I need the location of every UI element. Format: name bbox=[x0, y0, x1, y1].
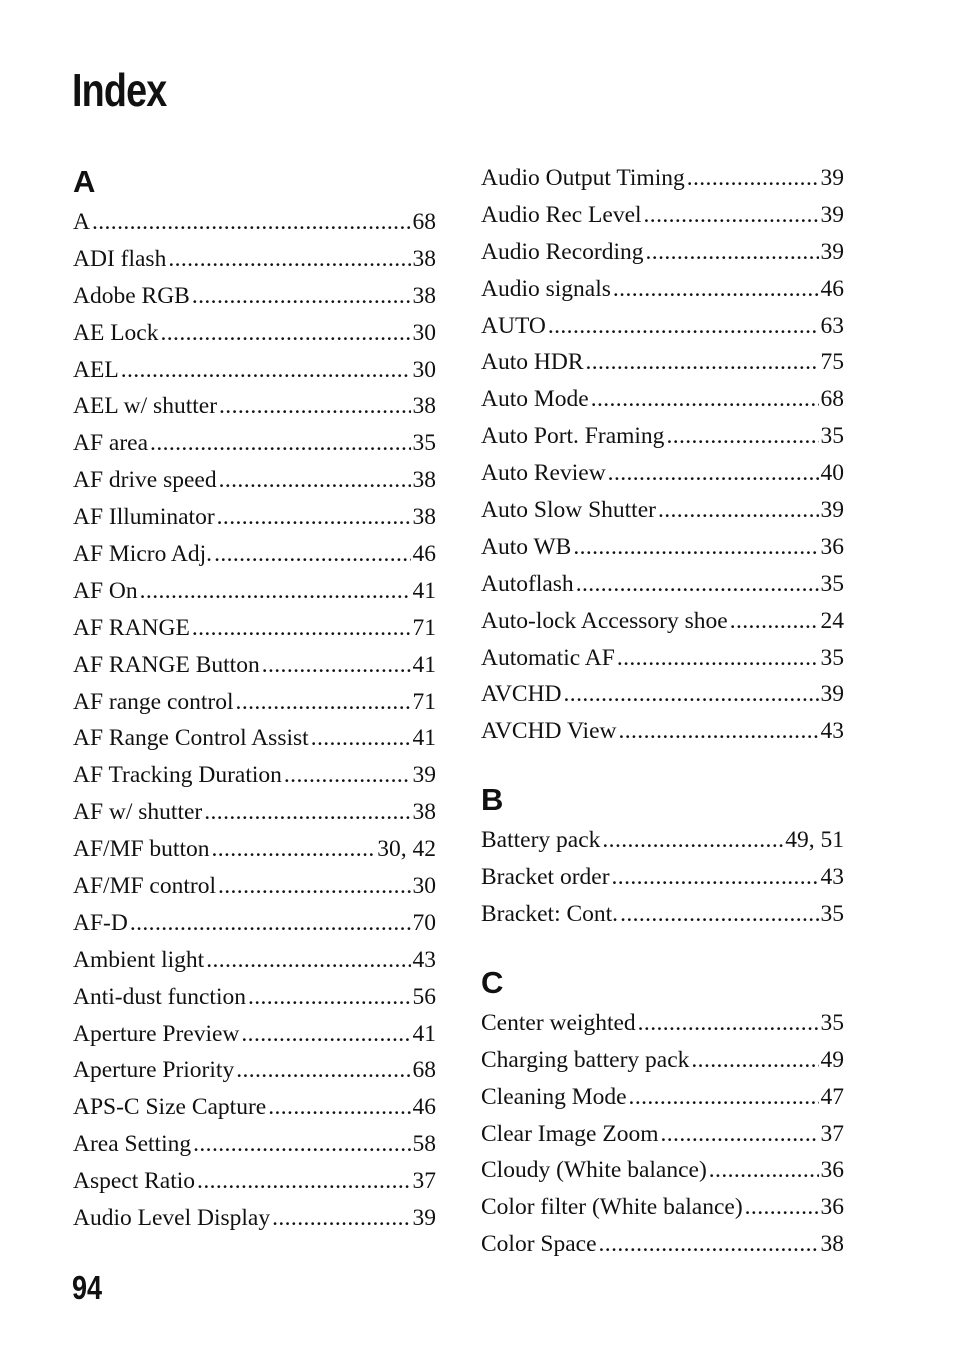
index-page-ref: 39 bbox=[820, 681, 844, 708]
dot-leader bbox=[197, 1163, 410, 1200]
index-entry bbox=[481, 344, 844, 381]
index-entry bbox=[73, 720, 436, 757]
index-term: Autoflash bbox=[481, 570, 574, 597]
index-page-ref: 30 bbox=[412, 873, 436, 900]
dot-leader bbox=[666, 418, 818, 455]
index-term: Ambient light bbox=[73, 946, 205, 973]
index-term: Audio Level Display bbox=[73, 1205, 271, 1232]
index-entry bbox=[73, 647, 436, 684]
index-entry bbox=[481, 1079, 844, 1116]
index-page-ref: 43 bbox=[820, 864, 844, 891]
index-page-ref: 38 bbox=[412, 393, 436, 420]
index-term: AF area bbox=[73, 430, 149, 457]
index-term: Audio signals bbox=[481, 275, 611, 302]
index-term: Auto Port. Framing bbox=[481, 423, 665, 450]
index-entry bbox=[481, 1152, 844, 1189]
index-entry bbox=[481, 1005, 844, 1042]
index-page-ref: 68 bbox=[412, 1057, 436, 1084]
index-entry bbox=[73, 1016, 436, 1053]
index-term: Area Setting bbox=[73, 1131, 192, 1158]
index-term: AF Micro Adj. bbox=[73, 541, 213, 568]
index-page-ref: 36 bbox=[820, 533, 844, 560]
dot-leader bbox=[236, 684, 411, 721]
index-term: Auto Mode bbox=[481, 386, 589, 413]
index-page-ref: 36 bbox=[820, 1157, 844, 1184]
index-entry bbox=[481, 529, 844, 566]
index-page-ref: 70 bbox=[412, 909, 436, 936]
index-entry bbox=[481, 308, 844, 345]
index-term: A bbox=[73, 209, 90, 235]
index-entry bbox=[73, 204, 436, 241]
index-page-ref: 30 bbox=[412, 356, 436, 383]
index-entry bbox=[481, 1116, 844, 1153]
index-term: Aperture Priority bbox=[73, 1057, 235, 1084]
index-term: AF RANGE bbox=[73, 614, 190, 641]
index-page-ref: 43 bbox=[820, 718, 844, 745]
index-term: AVCHD bbox=[481, 681, 562, 708]
index-page-ref: 47 bbox=[820, 1083, 844, 1110]
index-term: AF/MF button bbox=[73, 836, 210, 863]
index-page-ref: 46 bbox=[412, 1094, 436, 1121]
index-page-ref: 35 bbox=[820, 423, 844, 450]
dot-leader bbox=[262, 647, 411, 684]
index-term: Auto Slow Shutter bbox=[481, 497, 656, 524]
index-page-ref: 35 bbox=[820, 901, 844, 928]
section-letter-c: C bbox=[481, 964, 504, 1000]
index-entry bbox=[73, 315, 436, 352]
dot-leader bbox=[268, 1089, 410, 1126]
dot-leader bbox=[612, 859, 819, 896]
index-page-ref: 75 bbox=[820, 349, 844, 376]
index-term: Clear Image Zoom bbox=[481, 1120, 659, 1147]
section-spacer bbox=[481, 933, 844, 961]
index-entry bbox=[73, 610, 436, 647]
section-letter-a: A bbox=[73, 164, 96, 199]
index-term: AVCHD View bbox=[481, 718, 617, 745]
page-title: Index bbox=[72, 64, 167, 116]
index-entry bbox=[73, 1089, 436, 1126]
index-term: AE Lock bbox=[73, 319, 159, 346]
index-list-b bbox=[481, 822, 844, 933]
index-entry bbox=[481, 822, 844, 859]
index-page-ref: 35 bbox=[412, 430, 436, 457]
index-entry bbox=[73, 462, 436, 499]
dot-leader bbox=[599, 1226, 819, 1263]
index-term: AF-D bbox=[73, 909, 128, 936]
index-page-ref: 37 bbox=[820, 1120, 844, 1147]
dot-leader bbox=[661, 1116, 819, 1153]
index-entry bbox=[481, 1042, 844, 1079]
index-entry bbox=[73, 352, 436, 389]
dot-leader bbox=[638, 1005, 819, 1042]
index-list-a-continued bbox=[481, 160, 844, 750]
dot-leader bbox=[564, 676, 819, 713]
index-term: Auto-lock Accessory shoe bbox=[481, 607, 728, 634]
index-term: AUTO bbox=[481, 312, 546, 339]
index-entry bbox=[481, 455, 844, 492]
index-entry bbox=[481, 271, 844, 308]
index-page-ref: 58 bbox=[412, 1131, 436, 1158]
dot-leader bbox=[573, 529, 818, 566]
index-term: AF On bbox=[73, 577, 138, 604]
index-page-ref: 71 bbox=[412, 614, 436, 641]
dot-leader bbox=[272, 1200, 410, 1237]
dot-leader bbox=[204, 794, 410, 831]
dot-leader bbox=[192, 610, 411, 647]
dot-leader bbox=[211, 831, 375, 868]
index-term: AEL w/ shutter bbox=[73, 393, 218, 420]
index-page-ref: 39 bbox=[820, 201, 844, 228]
index-page-ref: 68 bbox=[820, 386, 844, 413]
dot-leader bbox=[168, 241, 410, 278]
index-term: AF Range Control Assist bbox=[73, 725, 309, 752]
index-term: Automatic AF bbox=[481, 644, 615, 671]
section-spacer bbox=[481, 750, 844, 778]
index-entry bbox=[481, 676, 844, 713]
index-term: Audio Rec Level bbox=[481, 201, 642, 228]
index-page-ref: 35 bbox=[820, 570, 844, 597]
index-entry bbox=[481, 859, 844, 896]
index-page-ref: 30, 42 bbox=[377, 836, 436, 863]
index-term: Aspect Ratio bbox=[73, 1168, 196, 1195]
index-term: AF Illuminator bbox=[73, 504, 215, 531]
dot-leader bbox=[150, 425, 410, 462]
index-term: AF/MF control bbox=[73, 873, 216, 900]
index-page-ref: 56 bbox=[412, 983, 436, 1010]
index-page-ref: 38 bbox=[412, 245, 436, 272]
index-entry bbox=[481, 1226, 844, 1263]
index-entry bbox=[73, 241, 436, 278]
index-entry bbox=[73, 868, 436, 905]
dot-leader bbox=[687, 160, 819, 197]
section-letter-b: B bbox=[481, 782, 504, 818]
index-term: Aperture Preview bbox=[73, 1020, 240, 1047]
index-page-ref: 35 bbox=[820, 644, 844, 671]
dot-leader bbox=[192, 278, 411, 315]
index-page-ref: 24 bbox=[820, 607, 844, 634]
dot-leader bbox=[92, 204, 411, 241]
index-list-c bbox=[481, 1005, 844, 1263]
index-term: AF Tracking Duration bbox=[73, 762, 282, 789]
index-entry bbox=[73, 942, 436, 979]
index-entry bbox=[73, 979, 436, 1016]
index-term: Center weighted bbox=[481, 1009, 636, 1036]
dot-leader bbox=[618, 713, 818, 750]
index-page-ref: 35 bbox=[820, 1009, 844, 1036]
index-column-left bbox=[73, 160, 436, 1237]
index-page-ref: 38 bbox=[412, 799, 436, 826]
index-column-right bbox=[481, 160, 844, 1263]
index-page-ref: 49 bbox=[820, 1046, 844, 1073]
dot-leader bbox=[217, 499, 411, 536]
index-entry bbox=[73, 278, 436, 315]
index-page-ref: 39 bbox=[820, 165, 844, 191]
dot-leader bbox=[161, 315, 411, 352]
index-entry bbox=[481, 418, 844, 455]
index-page-ref: 68 bbox=[412, 209, 436, 235]
dot-leader bbox=[236, 1052, 410, 1089]
dot-leader bbox=[576, 566, 819, 603]
index-entry bbox=[481, 381, 844, 418]
index-term: Charging battery pack bbox=[481, 1046, 690, 1073]
index-entry bbox=[73, 831, 436, 868]
index-entry bbox=[481, 160, 844, 197]
dot-leader bbox=[140, 573, 411, 610]
index-page-ref: 43 bbox=[412, 946, 436, 973]
index-entry bbox=[73, 499, 436, 536]
dot-leader bbox=[248, 979, 411, 1016]
dot-leader bbox=[193, 1126, 410, 1163]
index-entry bbox=[481, 603, 844, 640]
dot-leader bbox=[730, 603, 819, 640]
index-entry bbox=[73, 1052, 436, 1089]
index-term: AF w/ shutter bbox=[73, 799, 203, 826]
index-page-ref: 41 bbox=[412, 577, 436, 604]
index-entry bbox=[73, 425, 436, 462]
dot-leader bbox=[617, 640, 819, 677]
index-term: Audio Recording bbox=[481, 238, 644, 265]
dot-leader bbox=[219, 388, 410, 425]
dot-leader bbox=[620, 896, 818, 933]
index-entry bbox=[481, 197, 844, 234]
index-term: Bracket order bbox=[481, 864, 610, 891]
dot-leader bbox=[121, 352, 411, 389]
dot-leader bbox=[206, 942, 410, 979]
index-page-ref: 38 bbox=[412, 467, 436, 494]
index-term: Anti-dust function bbox=[73, 983, 246, 1010]
index-page-ref: 38 bbox=[412, 504, 436, 531]
index-term: ADI flash bbox=[73, 245, 167, 272]
index-list-a bbox=[73, 204, 436, 1237]
index-term: Cleaning Mode bbox=[481, 1083, 627, 1110]
index-entry bbox=[73, 573, 436, 610]
index-entry bbox=[481, 1189, 844, 1226]
index-entry bbox=[73, 684, 436, 721]
page-number: 94 bbox=[72, 1269, 103, 1306]
dot-leader bbox=[709, 1152, 819, 1189]
index-page-ref: 39 bbox=[412, 1205, 436, 1232]
index-entry bbox=[481, 492, 844, 529]
index-page-ref: 46 bbox=[820, 275, 844, 302]
dot-leader bbox=[591, 381, 819, 418]
index-page-ref: 46 bbox=[412, 541, 436, 568]
index-entry bbox=[73, 1200, 436, 1237]
dot-leader bbox=[646, 234, 819, 271]
index-term: AF drive speed bbox=[73, 467, 217, 494]
index-entry bbox=[73, 794, 436, 831]
index-entry bbox=[73, 905, 436, 942]
index-term: Color Space bbox=[481, 1231, 597, 1258]
dot-leader bbox=[130, 905, 411, 942]
index-page-ref: 39 bbox=[820, 497, 844, 524]
index-page-ref: 41 bbox=[412, 725, 436, 752]
index-page-ref: 41 bbox=[412, 651, 436, 678]
dot-leader bbox=[548, 308, 819, 345]
index-term: Battery pack bbox=[481, 827, 601, 854]
index-term: Cloudy (White balance) bbox=[481, 1157, 707, 1184]
index-term: Auto WB bbox=[481, 533, 572, 560]
index-entry bbox=[73, 757, 436, 794]
index-term: Audio Output Timing bbox=[481, 165, 685, 191]
dot-leader bbox=[241, 1016, 410, 1053]
index-entry bbox=[73, 1126, 436, 1163]
index-entry bbox=[481, 234, 844, 271]
index-page-ref: 40 bbox=[820, 460, 844, 487]
index-page-ref: 38 bbox=[412, 282, 436, 309]
index-page-ref: 30 bbox=[412, 319, 436, 346]
dot-leader bbox=[311, 720, 411, 757]
index-entry bbox=[73, 388, 436, 425]
dot-leader bbox=[745, 1189, 819, 1226]
index-entry bbox=[481, 566, 844, 603]
index-term: AF range control bbox=[73, 688, 234, 715]
index-term: AEL bbox=[73, 356, 119, 383]
index-entry bbox=[73, 536, 436, 573]
index-page-ref: 38 bbox=[820, 1231, 844, 1258]
index-entry bbox=[73, 1163, 436, 1200]
index-entry bbox=[481, 896, 844, 933]
dot-leader bbox=[284, 757, 411, 794]
index-page-ref: 39 bbox=[412, 762, 436, 789]
index-term: Auto Review bbox=[481, 460, 606, 487]
dot-leader bbox=[629, 1079, 819, 1116]
index-entry bbox=[481, 713, 844, 750]
index-term: Color filter (White balance) bbox=[481, 1194, 743, 1221]
dot-leader bbox=[602, 822, 783, 859]
dot-leader bbox=[658, 492, 819, 529]
dot-leader bbox=[613, 271, 819, 308]
index-page-ref: 39 bbox=[820, 238, 844, 265]
index-page-ref: 49, 51 bbox=[785, 827, 844, 854]
index-term: Adobe RGB bbox=[73, 282, 190, 309]
index-term: APS-C Size Capture bbox=[73, 1094, 267, 1121]
dot-leader bbox=[644, 197, 819, 234]
dot-leader bbox=[586, 344, 819, 381]
index-entry bbox=[481, 640, 844, 677]
index-term: Bracket: Cont. bbox=[481, 901, 619, 928]
index-page-ref: 41 bbox=[412, 1020, 436, 1047]
index-page-ref: 37 bbox=[412, 1168, 436, 1195]
index-page-ref: 63 bbox=[820, 312, 844, 339]
index-term: Auto HDR bbox=[481, 349, 584, 376]
dot-leader bbox=[219, 462, 411, 499]
index-page-ref: 36 bbox=[820, 1194, 844, 1221]
dot-leader bbox=[214, 536, 410, 573]
dot-leader bbox=[608, 455, 819, 492]
dot-leader bbox=[218, 868, 411, 905]
dot-leader bbox=[691, 1042, 818, 1079]
index-page-ref: 71 bbox=[412, 688, 436, 715]
index-term: AF RANGE Button bbox=[73, 651, 260, 678]
